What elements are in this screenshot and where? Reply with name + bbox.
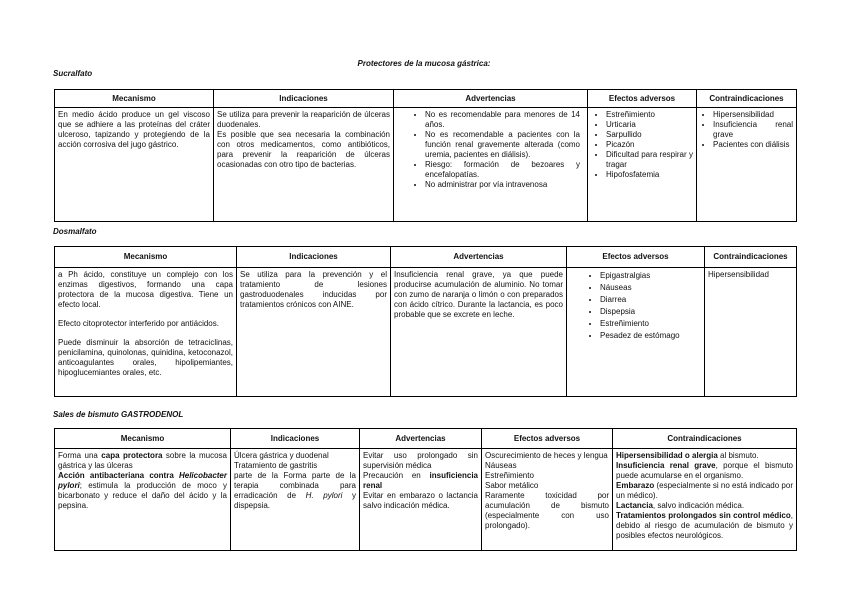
list-item: • Náuseas [600, 282, 701, 294]
mecanismo-text: Acción antibacteriana contra Helicobacter pylori; estimula la producción de moco y bicarbonato y reduce el daño del ácido y la pepsina. [58, 471, 227, 510]
list-item: • Sarpullido [606, 130, 693, 140]
table-sucralfato [54, 89, 797, 222]
contraindicaciones-text: Hipersensibilidad o alergia al bismuto. [616, 451, 759, 460]
cell-efectos [567, 268, 705, 397]
header-contraindicaciones: Contraindicaciones [613, 429, 797, 449]
section-title-sucralfato: Sucralfato [53, 69, 93, 78]
list-item: • Pacientes con diálisis [713, 140, 793, 150]
cell-contraindicaciones [613, 449, 797, 551]
advertencias-text: Insuficiencia renal grave, ya que puede producirse acumulación de aluminio. No tomar con zumo de naranja o limón o con preparados con ácido cítrico. Durante la lactancia, es poco probable que se excrete en leche. [394, 270, 563, 319]
header-efectos: Efectos adversos [482, 429, 613, 449]
section-title-bismuto: Sales de bismuto GASTRODENOL [53, 410, 184, 419]
header-advertencias: Advertencias [360, 429, 482, 449]
contraindicaciones-text: Tratamientos prolongados sin control médico, debido al riesgo de acumulación de bismuto y posibles efectos neurológicos. [616, 511, 793, 540]
header-indicaciones: Indicaciones [237, 247, 391, 268]
indicaciones-text: Se utiliza para la prevención y el tratamiento de lesiones gastroduodenales inducidas por tratamientos crónicos con AINE. [240, 270, 387, 309]
table-dosmalfato [54, 246, 797, 397]
indicaciones-text: Tratamiento de gastritis [234, 461, 318, 470]
indicaciones-text: parte de la Forma parte de la terapia combinada para erradicación de H. pylori y dispepsia. [234, 471, 356, 510]
list-item: • Picazón [606, 140, 693, 150]
efectos-text: Oscurecimiento de heces y lengua [485, 451, 608, 460]
cell-contraindicaciones [697, 108, 797, 222]
contraindicaciones-text: Insuficiencia renal grave, porque el bismuto puede acumularse en el organismo. [616, 461, 793, 480]
efectos-text: Estreñimiento [485, 471, 534, 480]
header-indicaciones: Indicaciones [214, 90, 394, 108]
indicaciones-text: Úlcera gástrica y duodenal [234, 451, 329, 460]
header-contraindicaciones: Contraindicaciones [705, 247, 797, 268]
efectos-text: Sabor metálico [485, 481, 539, 490]
list-item: • No es recomendable para menores de 14 años. [425, 110, 580, 130]
list-item: • Hipersensibilidad [713, 110, 793, 120]
mecanismo-text: Puede disminuir la absorción de tetraciclinas, penicilamina, quinolonas, quinidina, ketoconazol, anticoagulantes orales, hipolipemiantes, hipoglucemiantes orales, etc. [58, 338, 233, 377]
mecanismo-text: Forma una capa protectora sobre la mucosa gástrica y las úlceras [58, 451, 228, 470]
cell-mecanismo [55, 449, 231, 551]
mecanismo-text: Efecto citoprotector interferido por antiácidos. [58, 319, 219, 328]
header-contraindicaciones: Contraindicaciones [697, 90, 797, 108]
cell-mecanismo [55, 108, 214, 222]
cell-contraindicaciones [705, 268, 797, 397]
efectos-text: Raramente toxicidad por acumulación de bismuto (especialmente con uso prolongado). [485, 491, 609, 530]
section-title-dosmalfato: Dosmalfato [53, 227, 97, 236]
cell-efectos [588, 108, 697, 222]
list-item: • No es recomendable a pacientes con la función renal gravemente alterada (como uremia, pacientes en diálisis). [425, 130, 580, 160]
contraindicaciones-text: Hipersensibilidad [708, 270, 769, 279]
list-item: • Estreñimiento [600, 318, 701, 330]
header-mecanismo: Mecanismo [55, 429, 231, 449]
list-item: • Urticaria [606, 120, 693, 130]
cell-indicaciones [231, 449, 360, 551]
advertencias-text: Precaución en insuficiencia renal [363, 471, 478, 490]
header-advertencias: Advertencias [394, 90, 588, 108]
list-item: • Dificultad para respirar y tragar [606, 150, 693, 170]
cell-advertencias [360, 449, 482, 551]
table-bismuto [54, 428, 797, 551]
list-item: • Epigastralgias [600, 270, 701, 282]
header-efectos: Efectos adversos [588, 90, 697, 108]
list-item: • No administrar por vía intravenosa [425, 180, 580, 190]
contraindicaciones-text: Embarazo (especialmente si no está indicado por un médico). [616, 481, 793, 500]
list-item: • Pesadez de estómago [600, 330, 701, 342]
list-item: • Riesgo: formación de bezoares y encefalopatías. [425, 160, 580, 180]
cell-indicaciones [214, 108, 394, 222]
mecanismo-text: En medio ácido produce un gel viscoso que se adhiere a las proteínas del cráter ulceroso, tapizando y protegiendo de la acción corrosiva del jugo gástrico. [58, 110, 210, 149]
header-mecanismo: Mecanismo [55, 247, 237, 268]
mecanismo-text: a Ph ácido, constituye un complejo con los enzimas digestivos, formando una capa protectora de la mucosa digestiva. Tiene un efecto local. [58, 270, 233, 309]
advertencias-text: Evitar en embarazo o lactancia salvo indicación médica. [363, 491, 478, 510]
list-item: • Dispepsia [600, 306, 701, 318]
header-advertencias: Advertencias [391, 247, 567, 268]
header-mecanismo: Mecanismo [55, 90, 214, 108]
list-item: • Diarrea [600, 294, 701, 306]
page-title: Protectores de la mucosa gástrica: [357, 59, 491, 68]
list-item: • Hipofosfatemia [606, 170, 693, 180]
indicaciones-text: Es posible que sea necesaria la combinación con otros medicamentos, como antibióticos, para prevenir la reaparición de úlceras ocasionadas con otro tipo de bacterias. [217, 130, 390, 169]
advertencias-text: Evitar uso prolongado sin supervisión médica [363, 451, 478, 470]
header-efectos: Efectos adversos [567, 247, 705, 268]
contraindicaciones-text: Lactancia, salvo indicación médica. [616, 501, 745, 510]
header-indicaciones: Indicaciones [231, 429, 360, 449]
list-item: • Insuficiencia renal grave [713, 120, 793, 140]
cell-indicaciones [237, 268, 391, 397]
indicaciones-text: Se utiliza para prevenir la reaparición de úlceras duodenales. [217, 110, 390, 129]
list-item: • Estreñimiento [606, 110, 693, 120]
cell-advertencias [391, 268, 567, 397]
cell-mecanismo [55, 268, 237, 397]
efectos-text: Náuseas [485, 461, 517, 470]
cell-efectos [482, 449, 613, 551]
cell-advertencias [394, 108, 588, 222]
